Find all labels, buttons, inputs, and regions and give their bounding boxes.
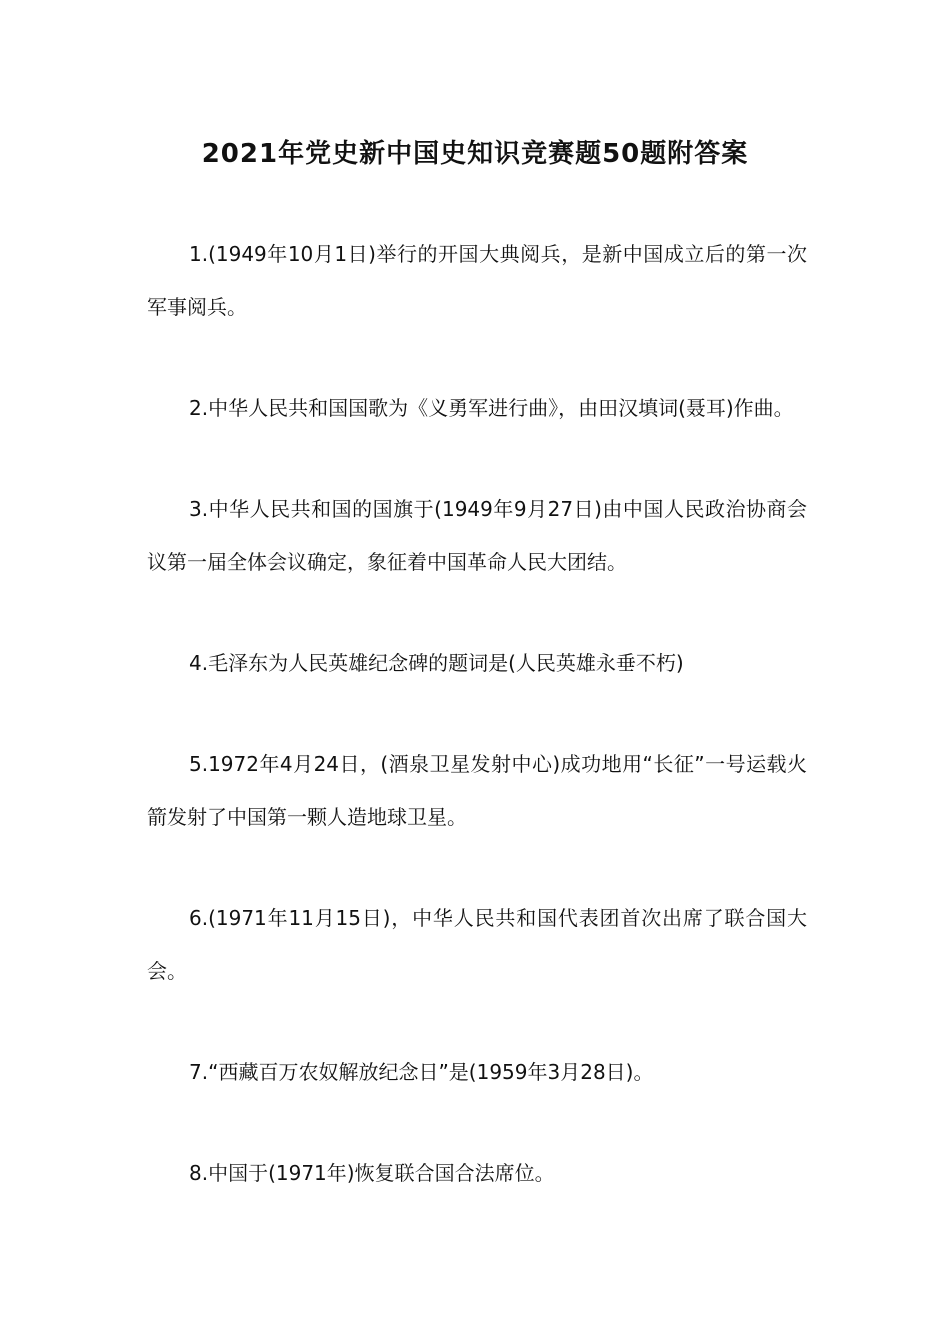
- question-item-4: 4.毛泽东为人民英雄纪念碑的题词是(人民英雄永垂不朽): [189, 651, 684, 675]
- question-list: [147, 228, 807, 1200]
- question-item-3: 3.中华人民共和国的国旗于(1949年9月27日)由中国人民政治协商会议第一届全体会议确定，象征着中国革命人民大团结。: [147, 497, 807, 574]
- question-item-1: 1.(1949年10月1日)举行的开国大典阅兵，是新中国成立后的第一次军事阅兵。: [147, 242, 807, 319]
- question-item-2: 2.中华人民共和国国歌为《义勇军进行曲》，由田汉填词(聂耳)作曲。: [189, 396, 794, 420]
- question-item-7: 7.“西藏百万农奴解放纪念日”是(1959年3月28日)。: [189, 1060, 654, 1084]
- question-item-8: 8.中国于(1971年)恢复联合国合法席位。: [189, 1161, 555, 1185]
- question-item-5: 5.1972年4月24日，(酒泉卫星发射中心)成功地用“长征”一号运载火箭发射了中国第一颗人造地球卫星。: [147, 752, 807, 829]
- document-title: 2021年党史新中国史知识竞赛题50题附答案: [201, 139, 749, 169]
- question-item-6: 6.(1971年11月15日)，中华人民共和国代表团首次出席了联合国大会。: [147, 906, 807, 983]
